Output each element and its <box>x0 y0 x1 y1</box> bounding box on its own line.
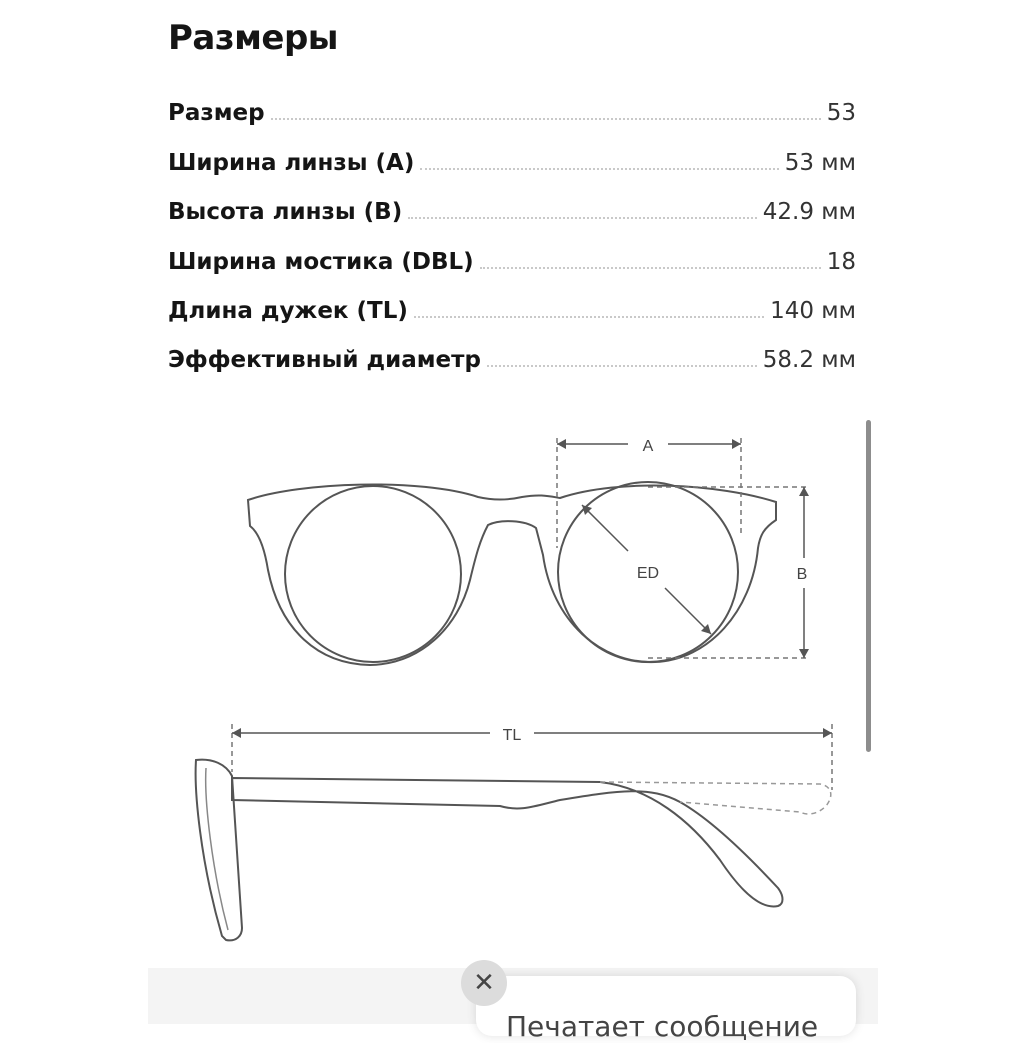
a-label: A <box>642 438 654 455</box>
tl-arrow-left <box>232 728 241 738</box>
chat-input-clip <box>476 976 876 1043</box>
spec-value: 18 <box>826 248 856 275</box>
spec-row-effective-diameter <box>168 332 856 381</box>
chat-input-placeholder: Печатает сообщение <box>506 1010 819 1043</box>
scrollbar[interactable] <box>866 420 871 752</box>
side-lens-edge <box>206 768 228 930</box>
tl-arrow-right <box>823 728 832 738</box>
spec-value: 53 <box>826 100 856 127</box>
spec-row-lens-height <box>168 184 856 233</box>
page-title: Размеры <box>168 18 339 58</box>
front-frame <box>248 485 776 665</box>
spec-label: Ширина мостика (DBL) <box>168 248 474 275</box>
dotted-leader <box>487 365 757 367</box>
spec-value: 42.9 мм <box>762 199 856 226</box>
dotted-leader <box>414 316 764 318</box>
ed-line-lower <box>665 588 711 634</box>
spec-label: Ширина линзы (A) <box>168 149 415 176</box>
specs-table <box>168 85 856 381</box>
spec-label: Эффективный диаметр <box>168 347 481 374</box>
side-frame-front <box>196 760 242 941</box>
dotted-leader <box>408 217 757 219</box>
side-temple-hidden-line <box>600 782 831 814</box>
close-icon: ✕ <box>473 968 495 998</box>
dotted-leader <box>420 168 778 170</box>
spec-value: 53 мм <box>784 149 856 176</box>
ed-label: ED <box>636 565 660 582</box>
chat-close-button[interactable] <box>461 960 507 1006</box>
chat-input-box[interactable] <box>476 976 856 1043</box>
b-label: B <box>796 566 808 583</box>
spec-label: Длина дужек (TL) <box>168 297 408 324</box>
a-arrow-right <box>732 439 741 449</box>
spec-value: 58.2 мм <box>762 347 856 374</box>
tl-label: TL <box>502 727 522 744</box>
a-arrow-left <box>557 439 566 449</box>
spec-row-size <box>168 85 856 134</box>
spec-row-lens-width <box>168 134 856 183</box>
spec-label: Высота линзы (B) <box>168 199 403 226</box>
spec-row-temple-length <box>168 283 856 332</box>
side-temple-arm <box>232 778 783 907</box>
ed-line-upper <box>582 505 628 551</box>
left-lens <box>285 486 461 662</box>
spec-row-bridge-width <box>168 233 856 282</box>
dotted-leader <box>480 267 821 269</box>
spec-label: Размер <box>168 100 265 127</box>
spec-value: 140 мм <box>770 297 856 324</box>
b-arrow-top <box>799 487 809 496</box>
dotted-leader <box>271 118 821 120</box>
b-arrow-bottom <box>799 649 809 658</box>
